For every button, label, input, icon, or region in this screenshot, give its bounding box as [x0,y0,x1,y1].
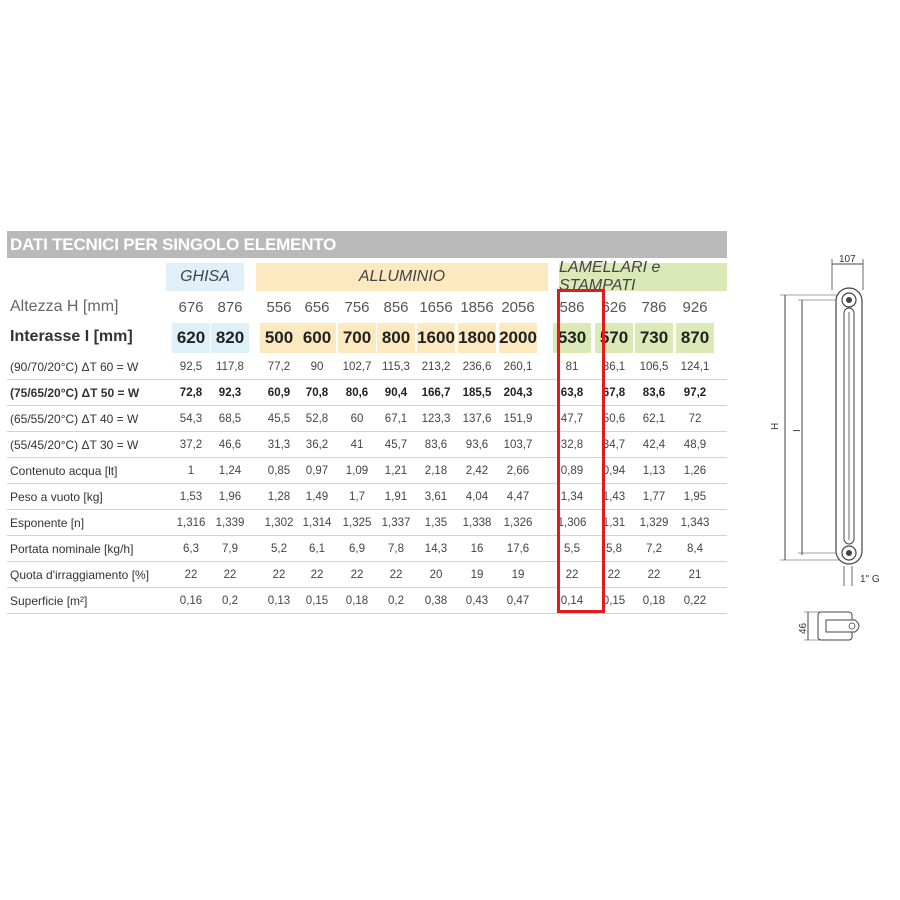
table-cell: 166,7 [421,387,451,399]
altezza-cell: 586 [559,299,585,316]
table-cell: 31,3 [267,439,291,451]
table-cell: 0,18 [345,595,369,607]
table-cell: 124,1 [680,361,710,373]
interasse-cell: 1800 [458,323,496,353]
table-cell: 1,35 [424,517,448,529]
table-cell: 151,9 [503,413,533,425]
interasse-cell: 2000 [499,323,537,353]
table-cell: 72 [688,413,702,425]
table-row [7,432,727,458]
altezza-cell: 756 [344,299,370,316]
table-cell: 7,8 [388,543,404,555]
table-row [7,588,727,614]
altezza-cell: 626 [601,299,627,316]
table-cell: 90 [310,361,324,373]
table-cell: 97,2 [683,387,707,399]
table-cell: 185,5 [462,387,492,399]
row-label: Peso a vuoto [kg] [10,490,103,504]
interasse-cell: 500 [260,323,298,353]
interasse-dim-label: I [792,429,803,432]
group-header-ghisa: GHISA [166,263,244,291]
altezza-cell: 856 [383,299,409,316]
table-cell: 0,14 [560,595,584,607]
interasse-cell: 870 [676,323,714,353]
row-label: (75/65/20°C) ΔT 50 = W [10,386,140,400]
table-cell: 0,94 [602,465,626,477]
table-cell: 213,2 [421,361,451,373]
table-cell: 6,9 [349,543,365,555]
table-cell: 117,8 [216,361,244,373]
table-title-bar [7,231,727,258]
table-cell: 90,4 [384,387,408,399]
row-label: (55/45/20°C) ΔT 30 = W [10,438,139,452]
table-row [7,406,727,432]
table-cell: 22 [184,569,198,581]
table-cell: 1,34 [560,491,584,503]
table-cell: 3,61 [424,491,448,503]
table-cell: 52,8 [305,413,329,425]
table-cell: 0,22 [683,595,707,607]
table-cell: 14,3 [424,543,448,555]
altezza-cell: 876 [217,299,243,316]
row-label: Esponente [n] [10,516,85,530]
table-cell: 1 [187,465,195,477]
table-cell: 1,302 [264,517,294,529]
table-cell: 63,8 [560,387,584,399]
table-cell: 45,7 [384,439,408,451]
table-cell: 0,16 [179,595,203,607]
table-cell: 21 [688,569,702,581]
connection-label: 1" G [860,574,880,585]
table-cell: 48,9 [683,439,707,451]
table-cell: 1,13 [642,465,666,477]
table-cell: 0,47 [506,595,530,607]
table-cell: 0,85 [267,465,291,477]
table-cell: 1,306 [557,517,587,529]
table-cell: 60 [350,413,364,425]
table-cell: 46,6 [218,439,242,451]
table-row [7,536,727,562]
table-cell: 1,314 [302,517,332,529]
depth-label: 46 [798,622,809,634]
table-cell: 68,5 [218,413,242,425]
table-cell: 1,91 [384,491,408,503]
table-cell: 4,47 [506,491,530,503]
table-cell: 1,28 [267,491,291,503]
height-label: H [770,422,781,430]
table-cell: 1,95 [683,491,707,503]
table-cell: 45,5 [267,413,291,425]
table-cell: 77,2 [267,361,291,373]
table-cell: 2,18 [424,465,448,477]
table-cell: 20 [429,569,443,581]
table-cell: 86,1 [602,361,626,373]
altezza-cell: 1656 [419,299,453,316]
table-cell: 19 [470,569,484,581]
table-cell: 0,97 [305,465,329,477]
table-row [7,458,727,484]
row-interasse [7,323,727,353]
table-cell: 0,2 [388,595,404,607]
altezza-cell: 1856 [460,299,494,316]
table-cell: 1,43 [602,491,626,503]
table-cell: 0,15 [305,595,329,607]
table-cell: 22 [350,569,364,581]
table-cell: 1,31 [602,517,626,529]
table-cell: 22 [607,569,621,581]
row-label: (65/55/20°C) ΔT 40 = W [10,412,139,426]
table-cell: 70,8 [305,387,329,399]
table-cell: 16 [470,543,484,555]
table-cell: 204,3 [503,387,533,399]
table-cell: 2,42 [465,465,489,477]
table-cell: 0,43 [465,595,489,607]
altezza-cell: 656 [304,299,330,316]
table-cell: 1,7 [349,491,365,503]
row-label: Portata nominale [kg/h] [10,542,134,556]
table-cell: 1,53 [179,491,203,503]
table-cell: 1,26 [683,465,707,477]
table-cell: 54,3 [179,413,203,425]
row-label: Quota d'irraggiamento [%] [10,568,150,582]
table-cell: 7,9 [222,543,238,555]
table-cell: 4,04 [465,491,489,503]
table-cell: 37,2 [179,439,203,451]
table-cell: 1,329 [639,517,669,529]
table-row [7,354,727,380]
interasse-cell: 570 [595,323,633,353]
table-cell: 83,6 [424,439,448,451]
table-cell: 67,1 [384,413,408,425]
table-cell: 1,24 [218,465,242,477]
table-cell: 92,3 [218,387,242,399]
table-cell: 41 [350,439,364,451]
table-cell: 5,2 [271,543,287,555]
altezza-cell: 676 [178,299,204,316]
table-row [7,562,727,588]
table-cell: 22 [647,569,661,581]
table-cell: 0,18 [642,595,666,607]
table-cell: 0,13 [267,595,291,607]
table-cell: 236,6 [462,361,492,373]
table-cell: 92,5 [179,361,203,373]
table-cell: 34,7 [602,439,626,451]
selected-column-highlight [557,289,605,613]
table-cell: 50,6 [602,413,626,425]
table-cell: 22 [310,569,324,581]
table-cell: 0,38 [424,595,448,607]
table-cell: 0,89 [560,465,584,477]
table-cell: 1,337 [381,517,411,529]
table-cell: 81 [565,361,579,373]
table-title: DATI TECNICI PER SINGOLO ELEMENTO [10,235,337,254]
table-cell: 1,338 [462,517,492,529]
table-cell: 1,316 [176,517,206,529]
table-cell: 0,15 [602,595,626,607]
interasse-cell: 1600 [417,323,455,353]
table-cell: 1,339 [215,517,245,529]
table-cell: 19 [511,569,525,581]
table-cell: 7,2 [646,543,662,555]
table-cell: 5,5 [564,543,580,555]
row-label: (90/70/20°C) ΔT 60 = W [10,360,139,374]
altezza-cell: 926 [682,299,708,316]
interasse-cell: 700 [338,323,376,353]
table-cell: 102,7 [342,361,372,373]
table-cell: 60,9 [267,387,291,399]
table-cell: 1,49 [305,491,329,503]
interasse-cell: 620 [172,323,210,353]
table-cell: 47,7 [560,413,584,425]
interasse-cell: 820 [211,323,249,353]
table-cell: 67,8 [602,387,626,399]
table-cell: 1,09 [345,465,369,477]
altezza-cell: 786 [641,299,667,316]
group-header-alluminio: ALLUMINIO [256,263,548,291]
table-cell: 62,1 [642,413,666,425]
table-row [7,510,727,536]
table-cell: 1,326 [503,517,533,529]
altezza-cell: 556 [266,299,292,316]
table-cell: 2,66 [506,465,530,477]
table-cell: 8,4 [687,543,703,555]
table-cell: 115,3 [382,361,410,373]
table-cell: 32,8 [560,439,584,451]
table-cell: 103,7 [503,439,533,451]
row-label: Superficie [m²] [10,594,88,608]
table-cell: 1,325 [342,517,372,529]
table-cell: 22 [389,569,403,581]
table-cell: 260,1 [503,361,533,373]
row-altezza [7,296,727,320]
table-cell: 106,5 [639,361,669,373]
row-label: Interasse I [mm] [10,328,133,345]
table-cell: 22 [565,569,579,581]
table-cell: 1,96 [218,491,242,503]
table-row [7,380,727,406]
table-cell: 72,8 [179,387,203,399]
table-cell: 83,6 [642,387,666,399]
table-cell: 123,3 [421,413,451,425]
table-cell: 1,343 [680,517,710,529]
table-cell: 1,21 [384,465,408,477]
row-label: Altezza H [mm] [10,298,119,315]
interasse-cell: 800 [377,323,415,353]
group-header-lamellari: LAMELLARI e STAMPATI [559,263,727,291]
radiator-diagram [760,250,890,650]
table-cell: 22 [272,569,286,581]
table-cell: 0,2 [222,595,238,607]
table-cell: 17,6 [506,543,530,555]
altezza-cell: 2056 [501,299,535,316]
table-cell: 137,6 [462,413,492,425]
table-cell: 1,77 [642,491,666,503]
table-cell: 22 [223,569,237,581]
table-cell: 6,1 [309,543,325,555]
table-row [7,484,727,510]
table-cell: 36,2 [305,439,329,451]
table-cell: 6,3 [183,543,199,555]
table-cell: 80,6 [345,387,369,399]
interasse-cell: 730 [635,323,673,353]
table-cell: 42,4 [642,439,666,451]
interasse-cell: 530 [553,323,591,353]
table-cell: 93,6 [465,439,489,451]
width-label: 107 [839,254,856,265]
row-label: Contenuto acqua [lt] [10,464,118,478]
table-cell: 5,8 [606,543,622,555]
interasse-cell: 600 [298,323,336,353]
